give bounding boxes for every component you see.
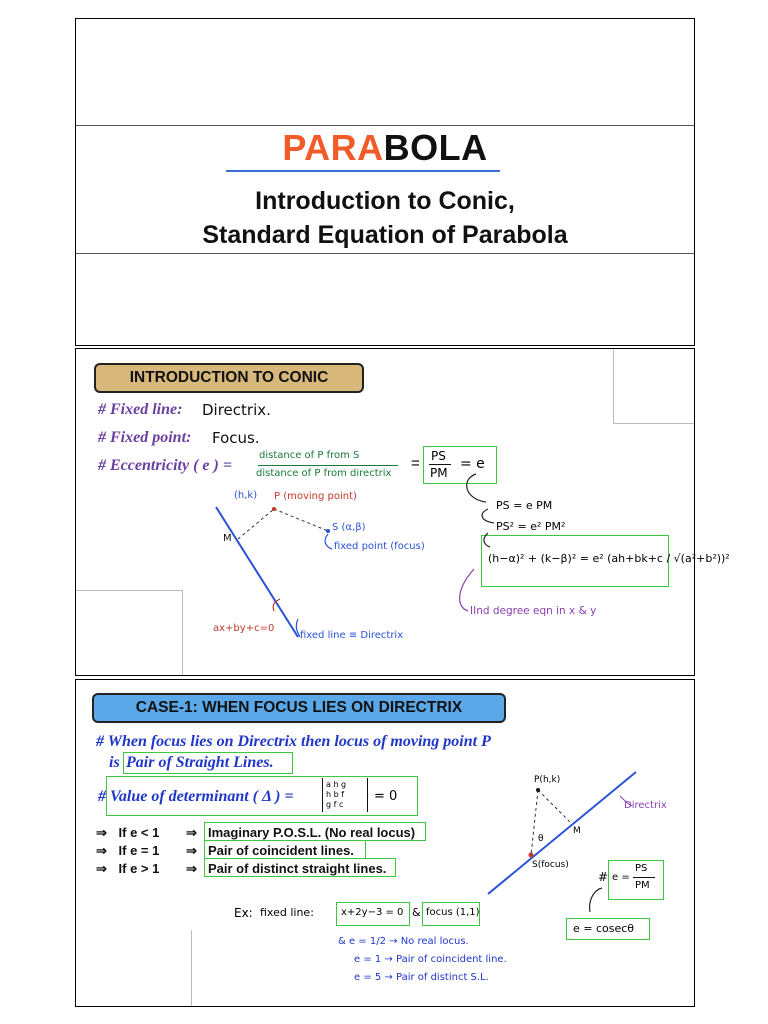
directrix-label: Directrix <box>624 800 667 811</box>
fixed-line-label: # Fixed line: <box>98 401 183 418</box>
s-focus-label: S(focus) <box>532 860 569 870</box>
ex-line-box <box>336 902 410 926</box>
cosec-box <box>566 918 650 940</box>
section-heading: INTRODUCTION TO CONIC <box>94 363 364 393</box>
det-label: Value of determinant ( Δ ) = <box>110 788 294 805</box>
subtitle-line-1: Introduction to Conic, <box>255 187 515 215</box>
case-1-slide <box>75 679 695 1007</box>
arrow-curve <box>482 509 494 523</box>
eccentricity-label: # Eccentricity ( e ) = <box>98 457 232 474</box>
focus-directrix-diagram <box>76 349 694 675</box>
statement-is: is <box>109 754 120 771</box>
arrow-curve <box>467 474 486 502</box>
fixed-line-note: fixed line ≡ Directrix <box>300 630 404 641</box>
implies-arrow: ⇒ <box>186 861 197 876</box>
intro-conic-slide <box>75 348 730 676</box>
e-formula-den: PM <box>635 880 650 891</box>
ps-equation-2: PS² = e² PM² <box>496 520 566 533</box>
e-cosec: e = cosecθ <box>573 922 635 935</box>
point-s <box>326 529 330 533</box>
ex-line-equation: x+2y−3 = 0 <box>341 907 404 918</box>
line-equation: ax+by+c=0 <box>213 623 275 634</box>
ex-fixed-line: fixed line: <box>260 906 314 919</box>
m-label: M <box>223 533 232 544</box>
ratio-eq: = e <box>460 456 485 472</box>
fixed-point-note: fixed point (focus) <box>334 541 425 552</box>
implies-arrow: ⇒ <box>186 843 197 858</box>
equals-sign: = <box>411 455 420 472</box>
directrix-line <box>216 507 298 637</box>
implies-arrow: ⇒ <box>96 861 107 876</box>
e-formula-lhs: e = <box>612 872 630 883</box>
statement-highlight: Pair of Straight Lines. <box>126 754 274 771</box>
hk-label: (h,k) <box>234 490 258 501</box>
ex-result: e = 1 → Pair of coincident line. <box>354 954 507 965</box>
case-result: Pair of coincident lines. <box>208 843 354 858</box>
theta-label: θ <box>538 834 544 844</box>
case-result: Imaginary P.O.S.L. (No real locus) <box>208 825 416 840</box>
ecc-denominator: distance of P from directrix <box>256 468 392 479</box>
ps-dashed <box>274 509 328 531</box>
case-heading: CASE-1: WHEN FOCUS LIES ON DIRECTRIX <box>92 693 506 723</box>
slide-title <box>76 127 694 169</box>
det-matrix-values: a h g h b f g f c <box>326 780 347 809</box>
ex-result: & e = 1/2 → No real locus. <box>338 936 469 947</box>
e-formula-hash: # <box>598 870 609 884</box>
pm-dashed <box>238 509 274 539</box>
ratio-num: PS <box>431 449 446 463</box>
fraction-bar <box>633 877 655 878</box>
s-label: S (α,β) <box>332 522 366 533</box>
arrow-curve <box>484 533 490 547</box>
title-part-black: BOLA <box>383 127 488 168</box>
fixed-line-value: Directrix. <box>202 401 271 419</box>
fixed-point-value: Focus. <box>212 429 260 447</box>
ex-focus-box <box>422 902 480 926</box>
case-condition: If e = 1 <box>118 843 160 858</box>
statement-line-1: # When focus lies on Directrix then locus of moving point P <box>96 733 491 750</box>
ps-dashed <box>531 790 538 855</box>
m-label: M <box>573 826 581 836</box>
e-formula-num: PS <box>635 863 648 874</box>
pm-dashed <box>538 790 570 822</box>
divider-bottom <box>76 253 694 254</box>
det-hash: # <box>98 788 106 805</box>
ratio-den: PM <box>430 466 448 480</box>
point-s <box>529 853 534 858</box>
p-label: P (moving point) <box>274 491 357 502</box>
arrow-curve <box>590 888 602 912</box>
implies-arrow: ⇒ <box>96 843 107 858</box>
locus-equation: (h−α)² + (k−β)² = e² (ah+bk+c / √(a²+b²))² <box>488 552 730 565</box>
point-p <box>272 507 276 511</box>
e-formula-box <box>608 860 664 900</box>
arrow-curve <box>325 534 332 549</box>
ps-equation-1: PS = e PM <box>496 499 553 512</box>
implies-arrow: ⇒ <box>186 825 197 840</box>
ex-focus: focus (1,1) <box>426 907 480 918</box>
fixed-point-label: # Fixed point: <box>98 429 192 446</box>
pk-label: P(h,k) <box>534 775 561 785</box>
ecc-numerator: distance of P from S <box>259 450 360 461</box>
divider-top <box>76 125 694 126</box>
subtitle-line-2: Standard Equation of Parabola <box>202 221 568 249</box>
title-underline <box>226 170 500 172</box>
ex-label: Ex: <box>234 906 253 920</box>
title-slide <box>75 18 695 346</box>
case-result: Pair of distinct straight lines. <box>208 861 387 876</box>
ex-result: e = 5 → Pair of distinct S.L. <box>354 972 489 983</box>
det-value: = 0 <box>374 789 398 804</box>
second-degree-note: IInd degree eqn in x & y <box>470 605 597 617</box>
ex-and: & <box>412 906 421 919</box>
case-condition: If e < 1 <box>118 825 160 840</box>
point-p <box>536 788 540 792</box>
title-part-orange: PARA <box>282 127 384 168</box>
case-condition: If e > 1 <box>118 861 160 876</box>
implies-arrow: ⇒ <box>96 825 107 840</box>
